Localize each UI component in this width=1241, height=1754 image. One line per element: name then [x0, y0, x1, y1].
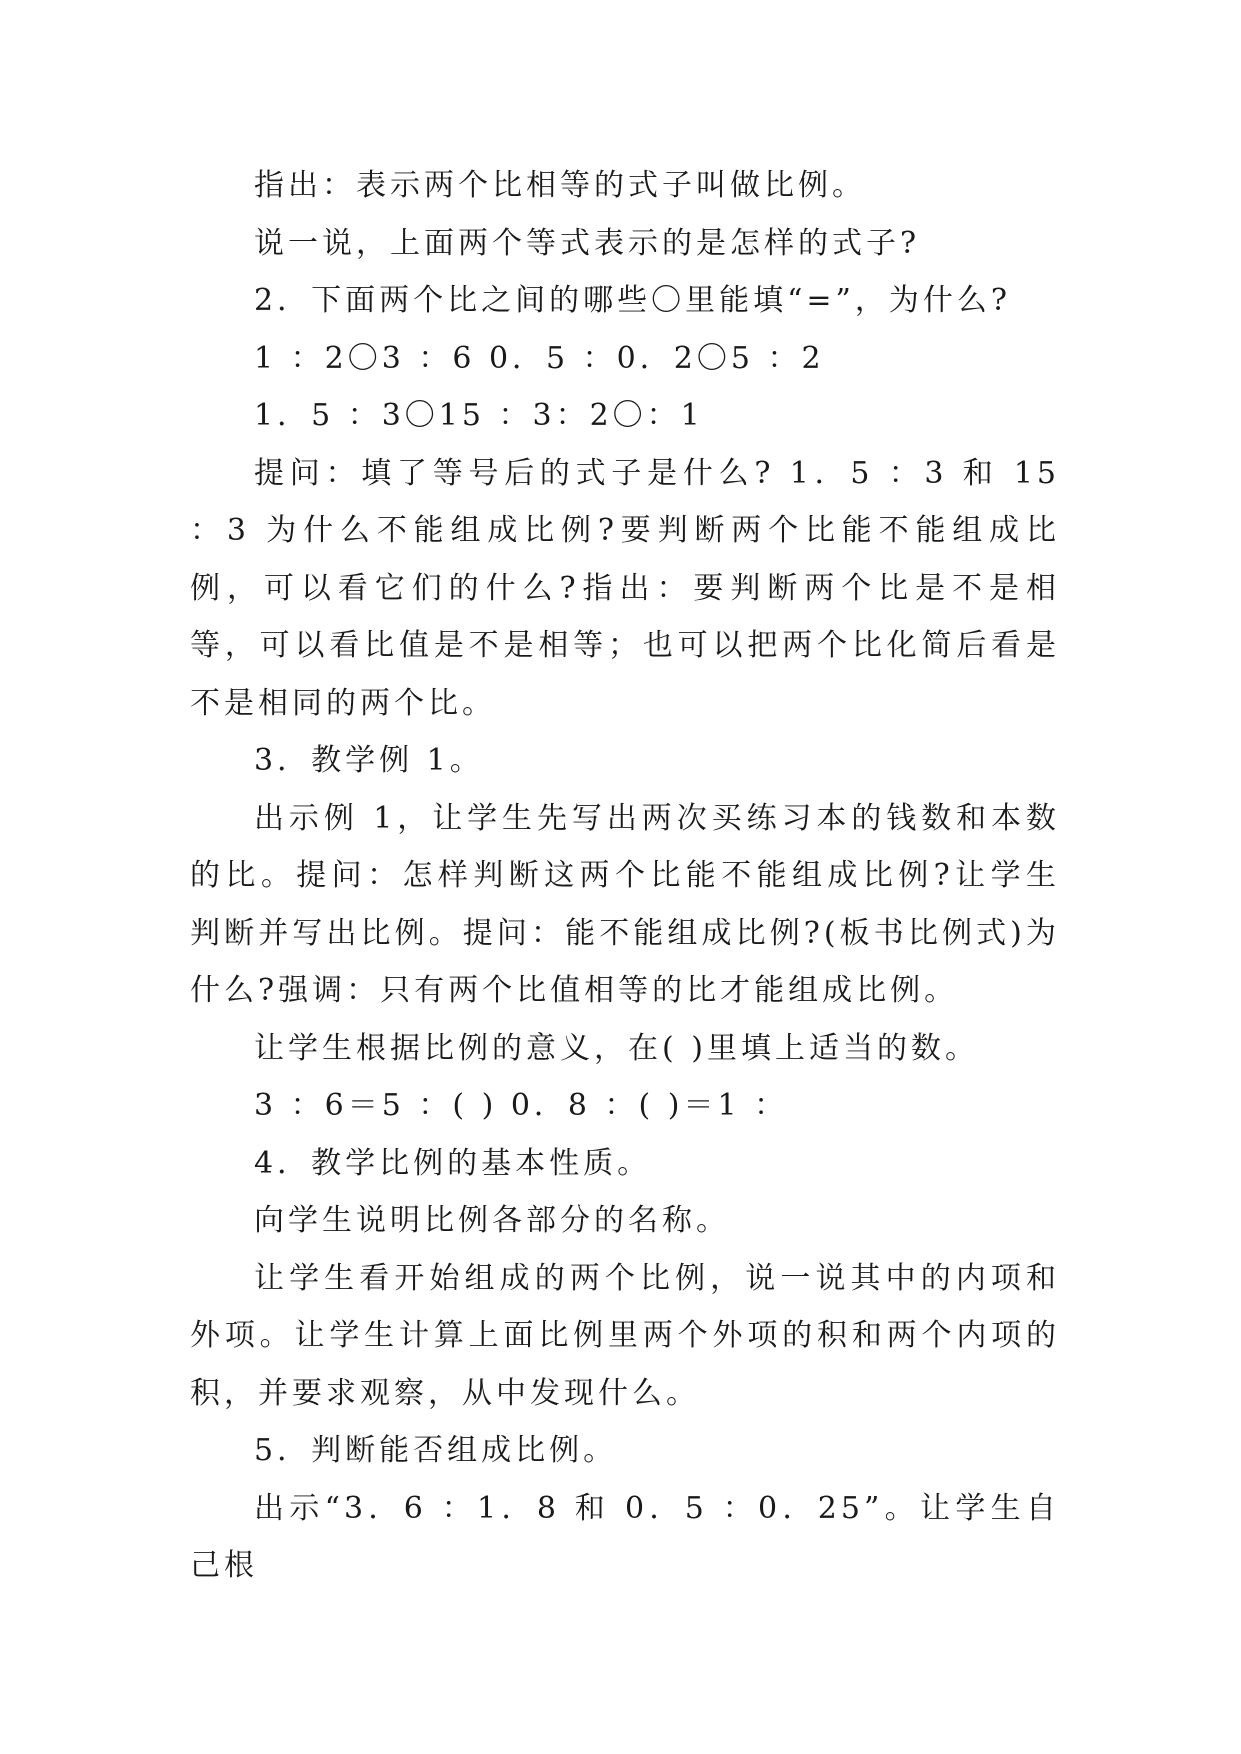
paragraph-inner-outer-terms: 让学生看开始组成的两个比例，说一说其中的内项和外项。让学生计算上面比例里两个外项的积和两个内项的积，并要求观察，从中发现什么。: [190, 1260, 1060, 1411]
paragraph-section-3: 3．教学例 1。: [254, 743, 484, 778]
paragraph-section-5: 5．判断能否组成比例。: [254, 1433, 618, 1468]
paragraph-question-prompt: 提问：填了等号后的式子是什么? 1．5 ：3 和 15 ：3 为什么不能组成比例?要判断两个比能不能组成比例，可以看它们的什么?指出：要判断两个比是不是相等，可以看比值是不是相等；也可以把两个比化简后看是不是相同的两个比。: [190, 455, 1060, 721]
paragraph-section-4: 4．教学比例的基本性质。: [254, 1145, 652, 1181]
document-body: [190, 157, 1060, 1595]
paragraph-discussion: 说一说，上面两个等式表示的是怎样的式子?: [254, 225, 921, 261]
paragraph-example-1: 出示例 1，让学生先写出两次买练习本的钱数和本数的比。提问：怎样判断这两个比能不能组成比例?让学生判断并写出比例。提问：能不能组成比例?(板书比例式)为什么?强调：只有两个比值相等的比才能组成比例。: [190, 800, 1060, 1008]
paragraph-fill-in: 让学生根据比例的意义，在( )里填上适当的数。: [254, 1030, 979, 1066]
paragraph-fill-in-ratios: 3 ：6＝5 ：( ) 0．8 ：( )＝1 ：: [254, 1088, 789, 1123]
paragraph-definition: 指出：表示两个比相等的式子叫做比例。: [254, 168, 866, 203]
paragraph-ratios-row-1: 1 ：2〇3 ：6 0．5 ：0．2〇5 ：2: [254, 340, 825, 376]
paragraph-question-2: 2．下面两个比之间的哪些〇里能填“=”，为什么?: [254, 283, 1011, 318]
paragraph-ratios-row-2: 1．5 ：3〇15 ：3：2〇：1: [254, 398, 704, 433]
paragraph-part-names: 向学生说明比例各部分的名称。: [254, 1203, 730, 1238]
paragraph-show-ratios: 出示“3．6 ：1．8 和 0．5 ：0．25”。让学生自己根: [190, 1490, 1060, 1583]
